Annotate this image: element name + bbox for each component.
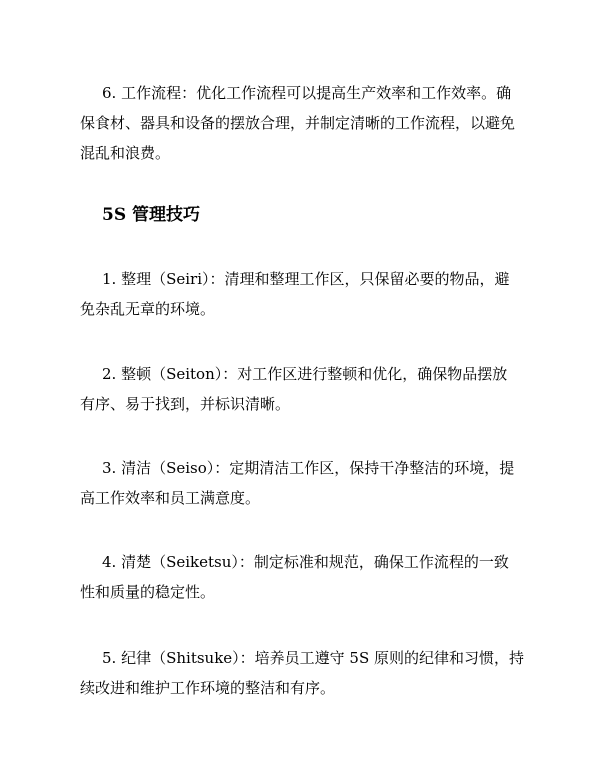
paragraph-line: 3. 清洁（Seiso）：定期清洁工作区，保持干净整洁的环境，提 bbox=[102, 459, 515, 477]
paragraph-line: 6. 工作流程：优化工作流程可以提高生产效率和工作效率。确 bbox=[102, 84, 512, 102]
paragraph-line: 有序、易于找到，并标识清晰。 bbox=[80, 395, 291, 413]
paragraph-line: 2. 整顿（Seiton）：对工作区进行整顿和优化，确保物品摆放 bbox=[102, 365, 508, 383]
paragraph-line: 混乱和浪费。 bbox=[80, 144, 171, 162]
list-item-seiton bbox=[80, 359, 532, 419]
paragraph-line: 保食材、器具和设备的摆放合理，并制定清晰的工作流程，以避免 bbox=[80, 114, 516, 132]
list-item-shitsuke bbox=[80, 643, 532, 703]
workflow-paragraph bbox=[80, 78, 532, 168]
list-item-seiketsu bbox=[80, 547, 532, 607]
paragraph-line: 续改进和维护工作环境的整洁和有序。 bbox=[80, 679, 336, 697]
paragraph-line: 1. 整理（Seiri）：清理和整理工作区，只保留必要的物品，避 bbox=[102, 270, 510, 288]
list-item-seiso bbox=[80, 453, 532, 513]
paragraph-line: 4. 清楚（Seiketsu）：制定标准和规范，确保工作流程的一致 bbox=[102, 553, 509, 571]
paragraph-line: 5. 纪律（Shitsuke）：培养员工遵守 5S 原则的纪律和习惯，持 bbox=[102, 649, 525, 667]
paragraph-line: 高工作效率和员工满意度。 bbox=[80, 489, 261, 507]
paragraph-line: 性和质量的稳定性。 bbox=[80, 583, 216, 601]
section-heading: 5S 管理技巧 bbox=[102, 205, 201, 225]
paragraph-line: 免杂乱无章的环境。 bbox=[80, 300, 216, 318]
list-item-seiri bbox=[80, 264, 532, 324]
